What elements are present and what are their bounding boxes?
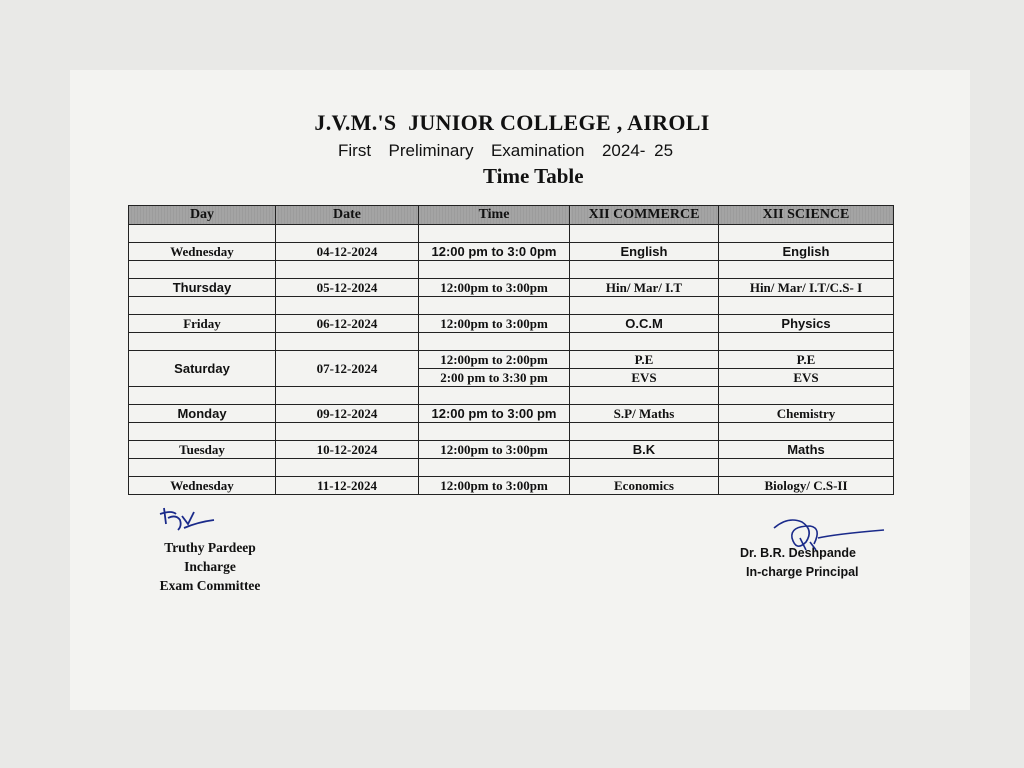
- signatory-role-left: Incharge: [184, 559, 236, 574]
- cell-date: 06-12-2024: [276, 315, 419, 333]
- spacer-cell: [129, 459, 276, 477]
- spacer-cell: [419, 423, 570, 441]
- cell-time: 12:00 pm to 3:0 0pm: [419, 243, 570, 261]
- col-header-day: Day: [129, 206, 276, 225]
- cell-time: 12:00pm to 3:00pm: [419, 477, 570, 495]
- spacer-cell: [570, 459, 719, 477]
- spacer-cell: [719, 423, 894, 441]
- cell-time: 12:00pm to 3:00pm: [419, 315, 570, 333]
- signature-mark-right: [766, 508, 886, 558]
- spacer-cell: [276, 225, 419, 243]
- spacer-cell: [129, 333, 276, 351]
- spacer-cell: [570, 423, 719, 441]
- spacer-row: [129, 423, 894, 441]
- spacer-cell: [570, 297, 719, 315]
- col-header-date: Date: [276, 206, 419, 225]
- spacer-row: [129, 387, 894, 405]
- spacer-cell: [419, 387, 570, 405]
- col-header-science: XII SCIENCE: [719, 206, 894, 225]
- cell-commerce: B.K: [570, 441, 719, 459]
- cell-date: 04-12-2024: [276, 243, 419, 261]
- spacer-cell: [570, 387, 719, 405]
- spacer-row: [129, 459, 894, 477]
- cell-day: Saturday: [129, 351, 276, 387]
- table-header-row: [129, 206, 894, 225]
- cell-date: 10-12-2024: [276, 441, 419, 459]
- cell-science: P.E: [719, 351, 894, 369]
- spacer-cell: [129, 261, 276, 279]
- table-row: [129, 477, 894, 495]
- cell-commerce: P.E: [570, 351, 719, 369]
- table-body: [129, 225, 894, 495]
- spacer-cell: [719, 333, 894, 351]
- spacer-cell: [570, 261, 719, 279]
- cell-day: Wednesday: [129, 243, 276, 261]
- spacer-cell: [570, 333, 719, 351]
- cell-commerce: S.P/ Maths: [570, 405, 719, 423]
- cell-science: Chemistry: [719, 405, 894, 423]
- cell-date: 07-12-2024: [276, 351, 419, 387]
- spacer-cell: [719, 387, 894, 405]
- spacer-cell: [129, 387, 276, 405]
- cell-commerce: EVS: [570, 369, 719, 387]
- signatory-dept-left: Exam Committee: [159, 578, 261, 593]
- cell-science: Maths: [719, 441, 894, 459]
- cell-date: 05-12-2024: [276, 279, 419, 297]
- spacer-cell: [570, 225, 719, 243]
- signatory-name-right: Dr. B.R. Deshpande: [740, 546, 856, 560]
- cell-date: 09-12-2024: [276, 405, 419, 423]
- signatory-role-right: In-charge Principal: [746, 565, 859, 579]
- cell-time: 12:00pm to 3:00pm: [419, 279, 570, 297]
- timetable: [128, 205, 894, 495]
- signature-block-right: [740, 530, 900, 582]
- table-row: [129, 405, 894, 423]
- spacer-cell: [276, 459, 419, 477]
- spacer-cell: [129, 297, 276, 315]
- spacer-cell: [719, 297, 894, 315]
- spacer-row: [129, 261, 894, 279]
- cell-science: English: [719, 243, 894, 261]
- spacer-cell: [276, 333, 419, 351]
- exam-subtitle: First Preliminary Examination 2024- 25: [338, 141, 674, 160]
- spacer-cell: [276, 297, 419, 315]
- table-row: [129, 279, 894, 297]
- table-row: [129, 441, 894, 459]
- spacer-cell: [276, 423, 419, 441]
- cell-science: Physics: [719, 315, 894, 333]
- col-header-time: Time: [419, 206, 570, 225]
- spacer-cell: [719, 459, 894, 477]
- spacer-cell: [719, 225, 894, 243]
- table-row: [129, 351, 894, 369]
- cell-commerce: O.C.M: [570, 315, 719, 333]
- spacer-cell: [419, 459, 570, 477]
- spacer-cell: [129, 423, 276, 441]
- spacer-cell: [129, 225, 276, 243]
- spacer-cell: [419, 333, 570, 351]
- spacer-cell: [276, 261, 419, 279]
- timetable-heading: Time Table: [483, 164, 584, 188]
- cell-science: EVS: [719, 369, 894, 387]
- cell-day: Tuesday: [129, 441, 276, 459]
- cell-science: Hin/ Mar/ I.T/C.S- I: [719, 279, 894, 297]
- cell-day: Wednesday: [129, 477, 276, 495]
- cell-science: Biology/ C.S-II: [719, 477, 894, 495]
- cell-time: 12:00 pm to 3:00 pm: [419, 405, 570, 423]
- spacer-row: [129, 297, 894, 315]
- cell-date: 11-12-2024: [276, 477, 419, 495]
- table-row: [129, 315, 894, 333]
- college-title: J.V.M.'S JUNIOR COLLEGE , AIROLI: [314, 110, 710, 135]
- signature-mark-left: [158, 502, 218, 536]
- spacer-cell: [419, 225, 570, 243]
- signatory-name-left: Truthy Pardeep: [164, 540, 256, 555]
- cell-day: Friday: [129, 315, 276, 333]
- cell-commerce: Economics: [570, 477, 719, 495]
- cell-time: 12:00pm to 3:00pm: [419, 441, 570, 459]
- spacer-cell: [276, 387, 419, 405]
- spacer-row: [129, 225, 894, 243]
- cell-commerce: English: [570, 243, 719, 261]
- spacer-cell: [419, 261, 570, 279]
- spacer-row: [129, 333, 894, 351]
- cell-day: Monday: [129, 405, 276, 423]
- spacer-cell: [719, 261, 894, 279]
- cell-day: Thursday: [129, 279, 276, 297]
- spacer-cell: [419, 297, 570, 315]
- signature-block-left: [140, 538, 280, 595]
- cell-time: 2:00 pm to 3:30 pm: [419, 369, 570, 387]
- cell-commerce: Hin/ Mar/ I.T: [570, 279, 719, 297]
- table-row: [129, 243, 894, 261]
- cell-time: 12:00pm to 2:00pm: [419, 351, 570, 369]
- col-header-commerce: XII COMMERCE: [570, 206, 719, 225]
